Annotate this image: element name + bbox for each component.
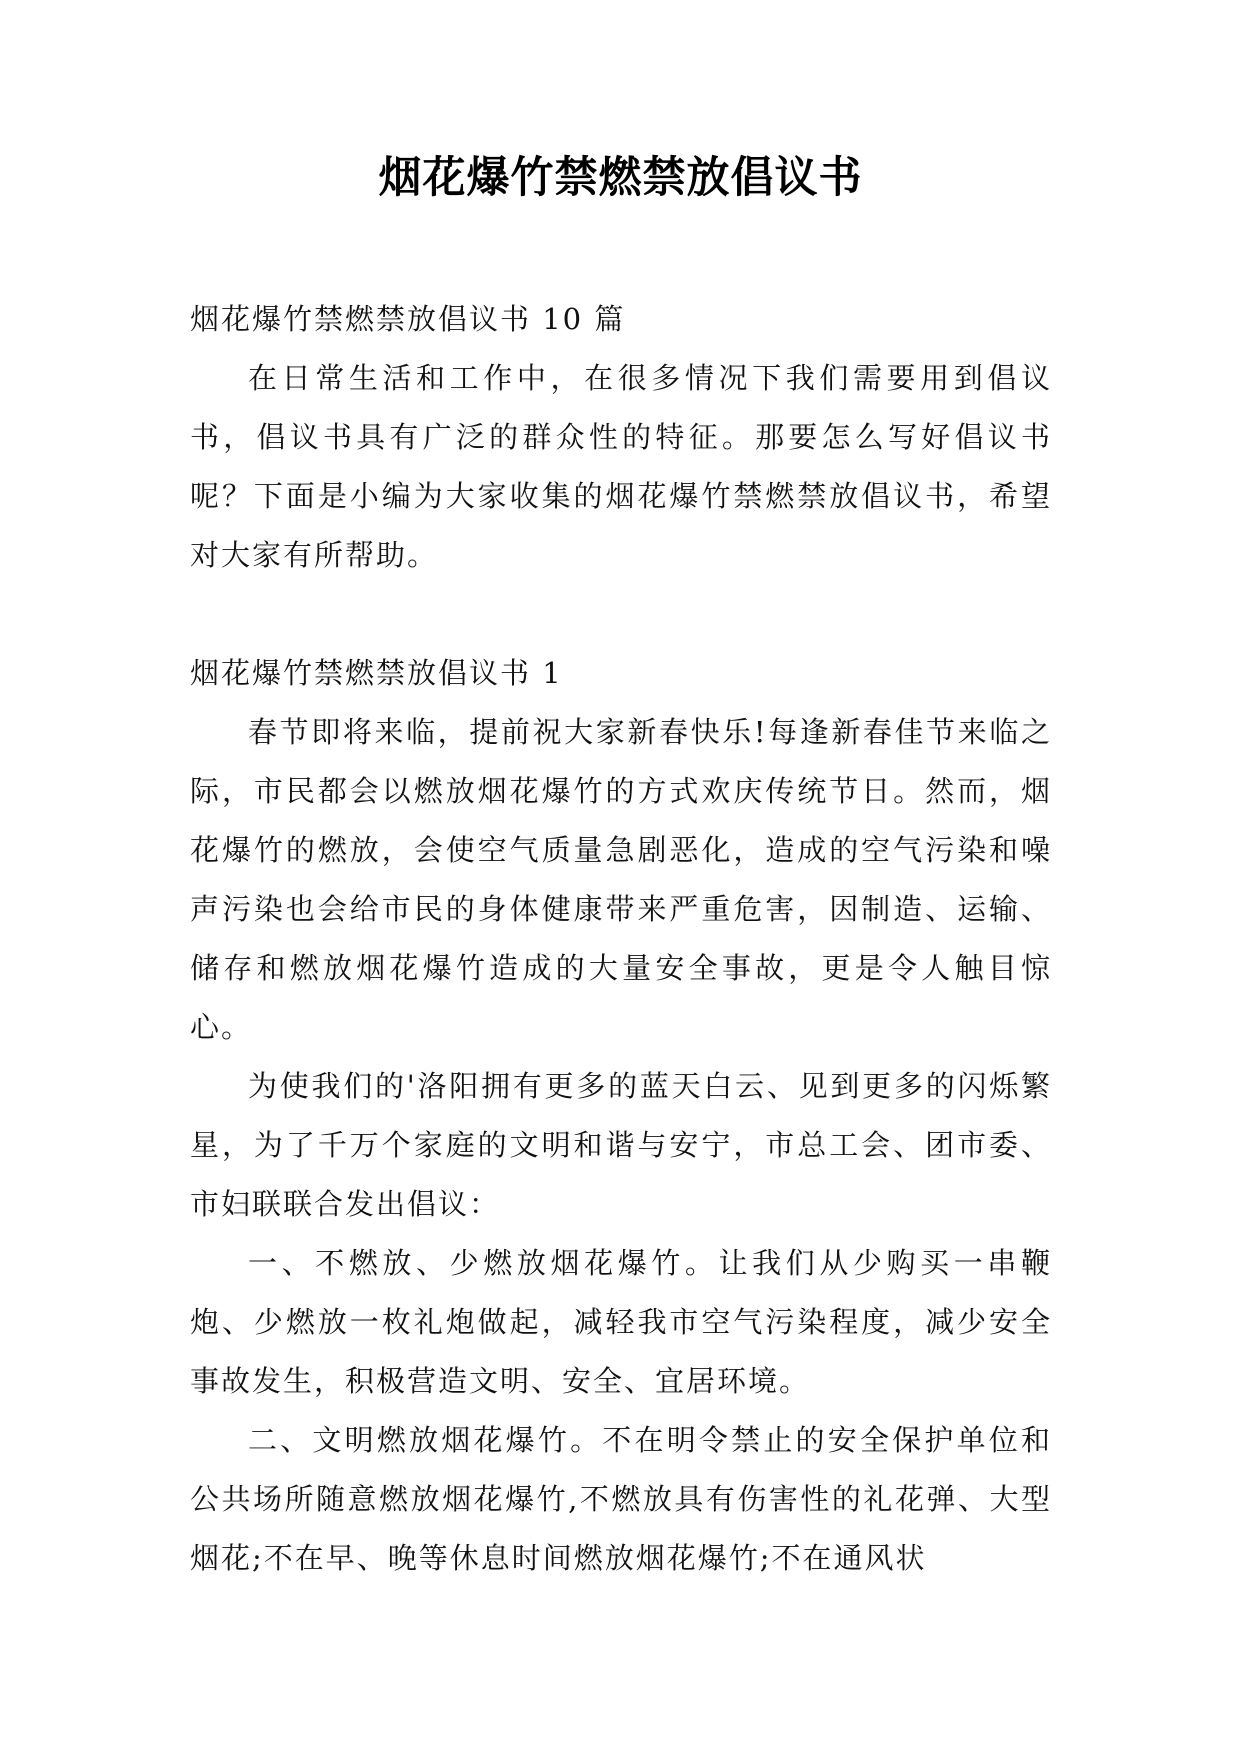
intro-paragraph: 在日常生活和工作中，在很多情况下我们需要用到倡议书，倡议书具有广泛的群众性的特征。那要怎么写好倡议书呢？下面是小编为大家收集的烟花爆竹禁燃禁放倡议书，希望对大家有所帮助。 bbox=[190, 361, 1052, 572]
body-paragraph: 一、不燃放、少燃放烟花爆竹。让我们从少购买一串鞭炮、少燃放一枚礼炮做起，减轻我市空气污染程度，减少安全事故发生，积极营造文明、安全、宜居环境。 bbox=[190, 1246, 1052, 1398]
body-paragraph: 二、文明燃放烟花爆竹。不在明令禁止的安全保护单位和公共场所随意燃放烟花爆竹,不燃放具有伤害性的礼花弹、大型烟花;不在早、晚等休息时间燃放烟花爆竹;不在通风状 bbox=[190, 1423, 1052, 1575]
body-paragraph: 春节即将来临，提前祝大家新春快乐!每逢新春佳节来临之际，市民都会以燃放烟花爆竹的方式欢庆传统节日。然而，烟花爆竹的燃放，会使空气质量急剧恶化，造成的空气污染和噪声污染也会给市民的身体健康带来严重危害，因制造、运输、储存和燃放烟花爆竹造成的大量安全事故，更是令人触目惊心。 bbox=[190, 715, 1052, 1044]
body-paragraph: 为使我们的'洛阳拥有更多的蓝天白云、见到更多的闪烁繁星，为了千万个家庭的文明和谐与安宁，市总工会、团市委、市妇联联合发出倡议： bbox=[190, 1069, 1052, 1221]
section-spacer bbox=[190, 585, 1052, 644]
document-body bbox=[190, 290, 1052, 1588]
document-title: 烟花爆竹禁燃禁放倡议书 bbox=[378, 153, 863, 203]
document-subtitle: 烟花爆竹禁燃禁放倡议书 10 篇 bbox=[190, 302, 626, 336]
section-heading: 烟花爆竹禁燃禁放倡议书 1 bbox=[190, 656, 563, 690]
